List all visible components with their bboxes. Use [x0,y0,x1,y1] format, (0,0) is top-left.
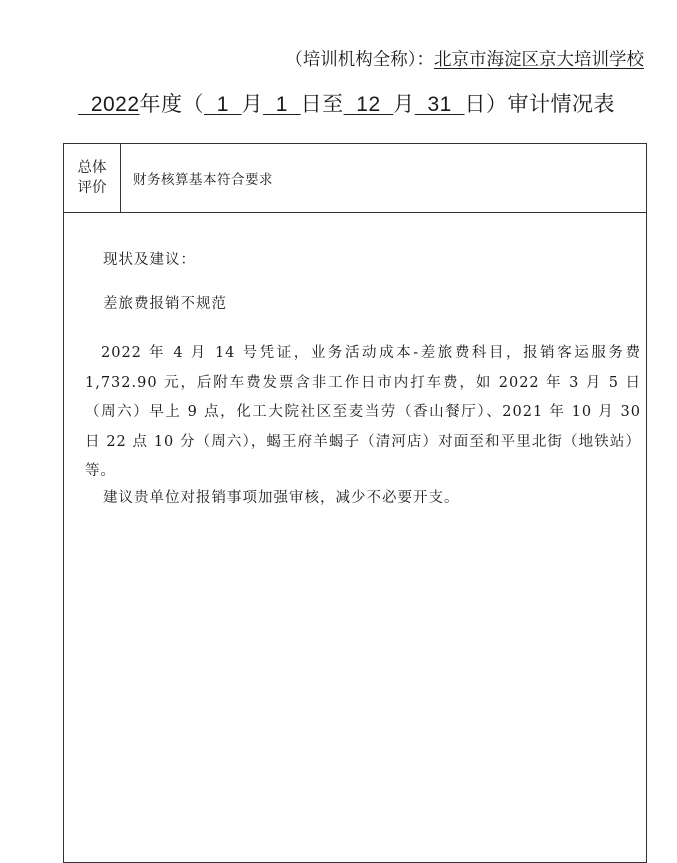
title-month-1: 月 [241,92,264,116]
overall-evaluation-row [64,144,646,213]
title-year: 2022 [90,93,140,116]
issue-title: 差旅费报销不规范 [103,296,227,312]
overall-evaluation-value: 财务核算基本符合要求 [133,172,273,188]
title-text-2: 日至 [300,92,344,116]
org-name: 北京市海淀区京大培训学校 [434,50,644,70]
report-title [0,88,677,118]
suggestion-text: 建议贵单位对报销事项加强审核，减少不必要开支。 [103,490,460,506]
title-start-day: 1 [275,93,288,116]
title-end-day: 31 [427,93,452,116]
org-line [0,46,677,72]
audit-table [63,143,647,863]
issue-detail: 2022 年 4 月 14 号凭证，业务活动成本-差旅费科目，报销客运服务费 1,732.90 元，后附车费发票含非工作日市内打车费，如 2022 年 3 月 5 日（周六）早上 9 点，化工大院社区至麦当劳（香山餐厅）、2021 年 10 月 30 日 22 点 10 分（周六），蝎王府羊蝎子（清河店）对面至和平里北街（地铁站）等。 [85,345,641,479]
overall-evaluation-label: 总体 评价 [64,144,121,212]
title-month-2: 月 [393,92,415,116]
title-text-1: 年度（ [139,92,205,116]
title-end-month: 12 [356,93,381,116]
org-prefix: （培训机构全称）： [285,50,434,70]
status-heading: 现状及建议： [103,252,196,268]
title-text-3: 日）审计情况表 [464,92,615,116]
title-start-month: 1 [216,93,229,116]
